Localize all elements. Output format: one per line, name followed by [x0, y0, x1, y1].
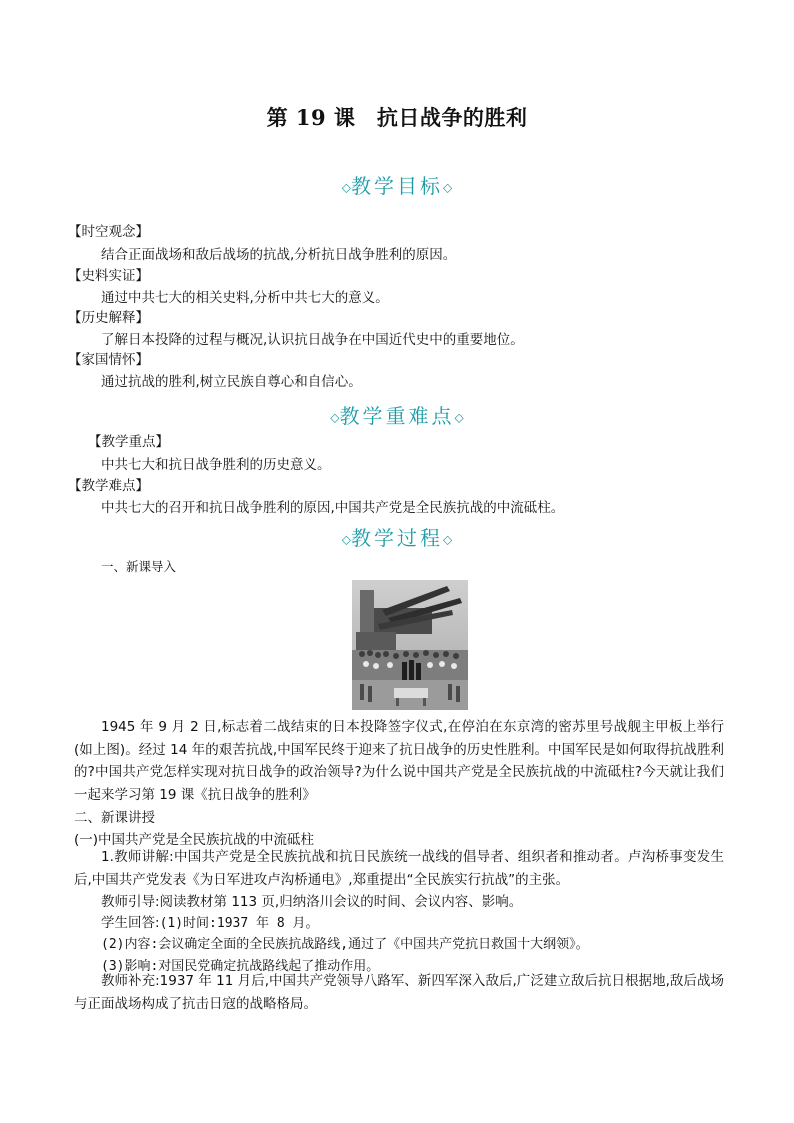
objective-tag-label: 时空观念 [81, 224, 136, 240]
section-heading-objectives [0, 170, 794, 199]
diamond-icon: ◇ [330, 410, 340, 425]
subsection-heading: (一)中国共产党是全民族抗战的中流砥柱 [74, 832, 315, 848]
teacher-explanation: 1.教师讲解:中国共产党是全民族抗战和抗日民族统一战线的倡导者、组织者和推动者。卢沟桥事变发生后,中国共产党发表《为日军进攻卢沟桥通电》,郑重提出“全民族实行抗战”的主张。 [74, 849, 724, 888]
student-answer-line [101, 911, 318, 931]
section-heading-text: 教学重难点 [339, 404, 455, 428]
key-difficulty-text: 中共七大的召开和抗日战争胜利的原因,中国共产党是全民族抗战的中流砥柱。 [101, 500, 565, 516]
teacher-supplement: 教师补充:1937 年 11 月后,中国共产党领导八路军、新四军深入敌后,广泛建立敌后抗日根据地,敌后战场与正面战场构成了抗击日寇的战略格局。 [74, 973, 724, 1012]
answer-impact: (3)影响:对国民党确定抗战路线起了推动作用。 [101, 959, 380, 974]
key-focus-tag: 【教学重点】 [88, 434, 169, 450]
intro-heading: 一、新课导入 [101, 559, 177, 574]
teacher-guidance: 教师引导:阅读教材第 113 页,归纳洛川会议的时间、会议内容、影响。 [101, 894, 523, 910]
key-focus-label: 教学重点 [101, 434, 156, 450]
surrender-ceremony-photo [352, 580, 468, 710]
diamond-icon: ◇ [341, 180, 351, 195]
intro-paragraph: 1945 年 9 月 2 日,标志着二战结束的日本投降签字仪式,在停泊在东京湾的密苏里号战舰主甲板上举行(如上图)。经过 14 年的艰苦抗战,中国军民终于迎来了抗日战争的历史性胜利。中国军民是如何取得抗战胜利的?中国共产党怎样实现对抗日战争的政治领导?为什么说中国共产党是全民族抗战的中流砥柱?今天就让我们一起来学习第 19 课《抗日战争的胜利》 [74, 719, 724, 803]
objective-text: 通过中共七大的相关史料,分析中共七大的意义。 [101, 290, 389, 306]
section-heading-key-points [0, 400, 794, 429]
objective-tag-label: 史料实证 [81, 268, 136, 284]
new-lesson-heading: 二、新课讲授 [74, 810, 155, 826]
objective-tag-label: 家国情怀 [81, 352, 136, 368]
key-difficulty-tag: 【教学难点】 [68, 478, 149, 494]
objective-tag: 【时空观念】 [68, 224, 149, 240]
student-answer-text: (1)时间:1937 年 8 月。 [159, 916, 319, 931]
diamond-icon: ◇ [341, 532, 351, 547]
objective-tag: 【史料实证】 [68, 268, 149, 284]
objective-tag: 【历史解释】 [68, 310, 149, 326]
diamond-icon: ◇ [443, 532, 453, 547]
section-heading-text: 教学目标 [351, 174, 443, 198]
objective-text: 了解日本投降的过程与概况,认识抗日战争在中国近代史中的重要地位。 [101, 332, 524, 348]
section-heading-text: 教学过程 [351, 526, 443, 550]
lesson-title: 第 19 课 抗日战争的胜利 [266, 105, 528, 130]
key-focus-text: 中共七大和抗日战争胜利的历史意义。 [101, 457, 331, 473]
photo-illustration [352, 580, 468, 710]
diamond-icon: ◇ [443, 180, 453, 195]
section-heading-process [0, 522, 794, 551]
key-difficulty-label: 教学难点 [81, 478, 136, 494]
objective-text: 通过抗战的胜利,树立民族自尊心和自信心。 [101, 374, 362, 390]
objective-tag-label: 历史解释 [81, 310, 136, 326]
objective-text: 结合正面战场和敌后战场的抗战,分析抗日战争胜利的原因。 [101, 247, 457, 263]
diamond-icon: ◇ [454, 410, 464, 425]
answer-content: (2)内容:会议确定全面的全民族抗战路线,通过了《中国共产党抗日救国十大纲领》。 [101, 937, 589, 952]
objective-tag: 【家国情怀】 [68, 352, 149, 368]
student-answer-label: 学生回答: [101, 915, 160, 931]
